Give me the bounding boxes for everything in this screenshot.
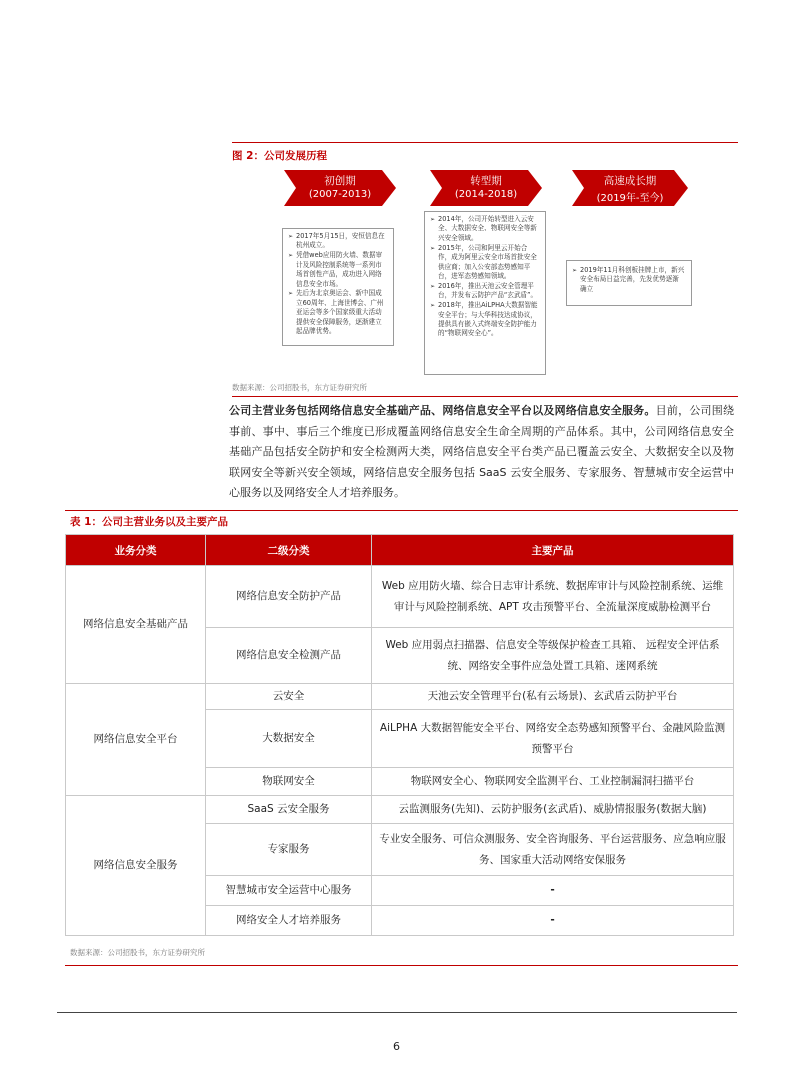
subcategory-cell: 网络安全人才培养服务 <box>206 906 372 936</box>
header-products: 主要产品 <box>372 535 734 566</box>
table-header-row <box>66 535 734 566</box>
page-number: 6 <box>393 1040 400 1053</box>
figure-top-rule <box>232 142 738 143</box>
phase-item: ➢ 2018年，推出AiLPHA大数据智能安全平台；与大华科技达成协议，提供具有嵌入式终端安全防护能力的“物联网安全心”。 <box>430 301 539 339</box>
table-row <box>66 566 734 628</box>
phase-item: ➢ 先后为北京奥运会、新中国成立60周年、上海世博会、广州亚运会等多个国家级重大活动提供安全保障服务，逐渐建立起品牌优势。 <box>288 289 387 336</box>
category-cell: 网络信息安全平台 <box>66 684 206 796</box>
phase-arrow-transition <box>430 170 542 206</box>
figure-source: 数据来源：公司招股书，东方证券研究所 <box>232 383 367 392</box>
phase-item: ➢ 2017年5月15日，安恒信息在杭州成立。 <box>288 232 387 251</box>
phase-arrow-startup <box>284 170 396 206</box>
category-cell: 网络信息安全基础产品 <box>66 566 206 684</box>
phase-name: 高速成长期 <box>603 175 657 187</box>
products-cell: 天池云安全管理平台(私有云场景)、玄武盾云防护平台 <box>372 684 734 710</box>
figure-bottom-rule <box>232 396 738 397</box>
phase-item: ➢ 2016年，推出天池云安全管理平台，并发布云防护产品“玄武盾”。 <box>430 282 539 301</box>
subcategory-cell: 智慧城市安全运营中心服务 <box>206 876 372 906</box>
phase-name: 初创期 <box>324 175 356 187</box>
subcategory-cell: 网络信息安全防护产品 <box>206 566 372 628</box>
products-cell: 物联网安全心、物联网安全监测平台、工业控制漏洞扫描平台 <box>372 768 734 796</box>
footer-rule <box>57 1012 737 1013</box>
phase-years: (2019年-至今) <box>596 193 664 204</box>
header-subcategory: 二级分类 <box>206 535 372 566</box>
products-cell: 专业安全服务、可信众测服务、安全咨询服务、平台运营服务、应急响应服务、国家重大活动网络安保服务 <box>372 824 734 876</box>
subcategory-cell: 物联网安全 <box>206 768 372 796</box>
products-cell: 云监测服务(先知)、云防护服务(玄武盾)、威胁情报服务(数据大脑) <box>372 796 734 824</box>
phase-box-transition <box>424 211 546 375</box>
table-top-rule <box>65 510 738 511</box>
category-cell: 网络信息安全服务 <box>66 796 206 936</box>
table-title: 表 1：公司主营业务以及主要产品 <box>70 516 228 528</box>
subcategory-cell: 云安全 <box>206 684 372 710</box>
products-cell: AiLPHA 大数据智能安全平台、网络安全态势感知预警平台、金融风险监测预警平台 <box>372 710 734 768</box>
subcategory-cell: SaaS 云安全服务 <box>206 796 372 824</box>
table-row <box>66 684 734 710</box>
products-cell: - <box>372 876 734 906</box>
subcategory-cell: 专家服务 <box>206 824 372 876</box>
phase-item: ➢ 2019年11月科创板挂牌上市，新兴安全布局日益完善，先发优势逐渐确立 <box>572 266 685 294</box>
body-paragraph <box>229 401 734 504</box>
phase-name: 转型期 <box>470 175 502 187</box>
phase-years: (2014-2018) <box>454 189 518 200</box>
products-cell: Web 应用防火墙、综合日志审计系统、数据库审计与风险控制系统、运维审计与风险控制系统、APT 攻击预警平台、全流量深度威胁检测平台 <box>372 566 734 628</box>
phase-box-growth <box>566 260 692 306</box>
business-table <box>65 534 734 936</box>
paragraph-lead: 公司主营业务包括网络信息安全基础产品、网络信息安全平台以及网络信息安全服务。 <box>229 404 656 417</box>
phase-item: ➢ 2015年，公司和阿里云开始合作，成为阿里云安全市场首批安全供应商；加入公安部态势感知平台，进军态势感知领域。 <box>430 244 539 282</box>
products-cell: Web 应用弱点扫描器、信息安全等级保护检查工具箱、 远程安全评估系统、网络安全事件应急处置工具箱、迷网系统 <box>372 628 734 684</box>
subcategory-cell: 大数据安全 <box>206 710 372 768</box>
phase-item: ➢ 凭借web应用防火墙、数据审计及风险控制系统等一系列市场首创性产品，成功进入网络信息安全市场。 <box>288 251 387 289</box>
figure-title: 图 2：公司发展历程 <box>232 150 327 162</box>
phase-years: (2007-2013) <box>308 189 372 200</box>
subcategory-cell: 网络信息安全检测产品 <box>206 628 372 684</box>
paragraph-body: 目前，公司围绕事前、事中、事后三个维度已形成覆盖网络信息安全生命全周期的产品体系。其中，公司网络信息安全基础产品包括安全防护和安全检测两大类，网络信息安全平台类产品已覆盖云安全、大数据安全以及物联网安全等新兴安全领域，网络信息安全服务包括 SaaS 云安全服务、专家服务、智慧城市安全运营中心服务以及网络安全人才培养服务。 <box>229 404 735 499</box>
table-row <box>66 796 734 824</box>
header-category: 业务分类 <box>66 535 206 566</box>
table-source: 数据来源：公司招股书，东方证券研究所 <box>70 948 205 957</box>
table-bottom-rule <box>65 965 738 966</box>
phase-item: ➢ 2014年，公司开始转型进入云安全、大数据安全、物联网安全等新兴安全领域。 <box>430 215 539 243</box>
phase-arrow-growth <box>572 170 688 206</box>
phase-box-startup <box>282 228 394 346</box>
products-cell: - <box>372 906 734 936</box>
